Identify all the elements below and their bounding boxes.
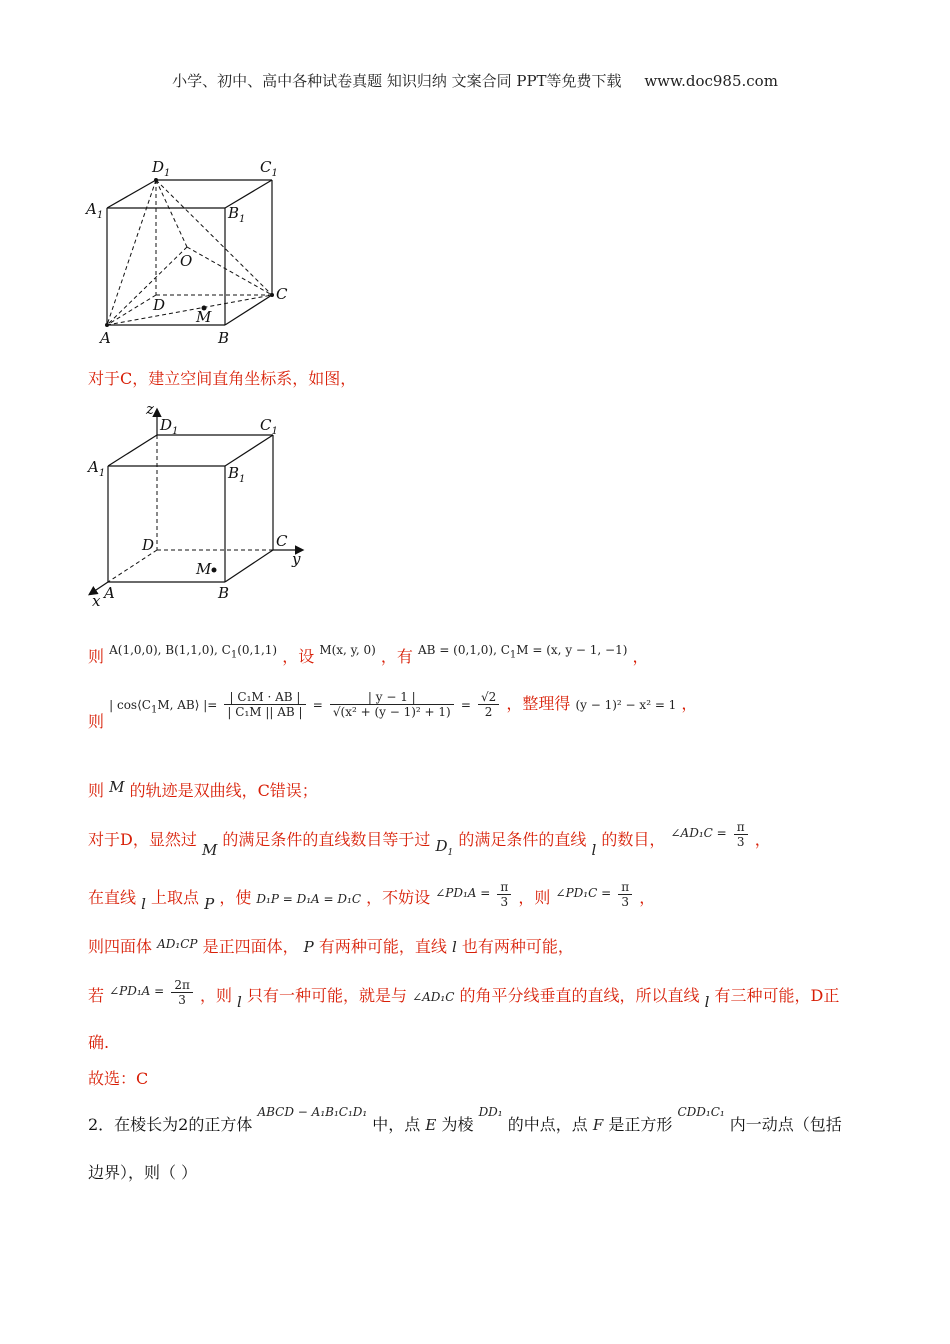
line-hyperbola: 则 M 的轨迹是双曲线，C错误； (88, 778, 318, 800)
label-y: y (292, 550, 301, 568)
edge-CB (225, 550, 273, 582)
label-A1: $A_1$ (86, 200, 104, 221)
label-M: M (196, 308, 212, 326)
edge-A1D1 (107, 180, 156, 208)
line-correct: 确. (88, 1033, 110, 1052)
line-cosine: 则 | $\cos⟨C_1M$, AB⟩ |= $\frac{\text{| C₁M · AB |}}{\text{| C₁M || AB |}}$ = $\frac{| y - 1 |}{\text{√(x² + (y − 1)² + 1)}}$ = $\frac{√2}{2}$ ，整理得 (y − 1)² − x² = 1 ， (88, 690, 698, 731)
point-D1 (154, 178, 158, 182)
label-z: z (146, 400, 154, 418)
line-coordinates: 则 $^{A(1,0,0), B(1,1,0), C_1(0,1,1)}$ ，设 $^{M(x, y, 0)}$ ，有 $^{AB = (0,1,0), C_1M = (x, y - 1, -1)}$ ， (88, 643, 649, 666)
label-B: B (218, 329, 230, 347)
label-O: O (180, 252, 193, 270)
edge-D1C (156, 180, 272, 295)
edge-OA (107, 247, 187, 325)
point-A (105, 323, 109, 327)
edge-D1O (156, 180, 187, 247)
edge-A1D1 (108, 435, 157, 466)
label-D1: $D_1$ (152, 158, 171, 179)
header-url: www.doc985.com (644, 72, 778, 90)
label-C1: $C_1$ (260, 158, 278, 179)
label-D: D (142, 536, 155, 554)
line-third-case: 若 $^{\angle PD_1A =}$ $\frac{2\pi}{3}$ ，则 l 只有一种可能，就是与 ∠AD₁C 的角平分线垂直的直线，所以直线 l 有三种可能，D正 (88, 978, 840, 1011)
edge-D1A (107, 180, 156, 325)
line-option-d: 对于D，显然过 M 的满足条件的直线数目等于过 $D_1$ 的满足条件的直线 l 的数目， $^{\angle AD_1C =}$ $\frac{\pi}{3}$ ， (88, 820, 771, 859)
cos-expr: | $\cos⟨C_1M$, AB⟩ |= (109, 698, 218, 716)
label-M: M (196, 560, 212, 578)
label-C: C (276, 532, 288, 550)
line-point-p: 在直线 l 上取点 P ，使 D₁P = D₁A = D₁C ，不妨设 $^{\angle PD_1A =}$ $\frac{\pi}{3}$ ，则 $^{\angle PD_1C =}$ $\frac{\pi}{3}$ ， (88, 880, 656, 913)
label-D: D (153, 296, 166, 314)
figure-cube-pyramid (80, 150, 310, 350)
page-header (0, 70, 950, 91)
line-answer: 故选：C (88, 1069, 149, 1088)
line-tetrahedron: 则四面体 $^{AD_1CP}$ 是正四面体， P 有两种可能，直线 l 也有两种可能， (88, 937, 574, 956)
vector-expr: AB = (0,1,0), C1M = (x, y − 1, −1) (418, 643, 628, 661)
edge-C1B1 (225, 435, 273, 466)
point-M (212, 568, 217, 573)
label-x: x (92, 592, 101, 610)
question-2-cont: 边界），则（ ） (88, 1163, 198, 1182)
coords-expr: A(1,0,0), B(1,1,0), C1(0,1,1) (109, 643, 278, 661)
label-D1: $D_1$ (160, 416, 179, 437)
label-A: A (104, 584, 115, 602)
line-setup: 对于C，建立空间直角坐标系，如图， (88, 369, 357, 388)
label-C1: $C_1$ (260, 416, 278, 437)
question-2: 2．在棱长为2的正方体 $^{ABCD - A_1B_1C_1D_1}$ 中，点 E 为棱 $^{DD_1}$ 的中点，点 F 是正方形 $^{CDD_1C_1}$ 内一动点（包括 (88, 1105, 842, 1134)
label-B1: $B_1$ (228, 204, 246, 225)
label-A1: $A_1$ (88, 458, 106, 479)
figure-cube-coordinates (80, 400, 320, 610)
label-B1: $B_1$ (228, 464, 246, 485)
header-text: 小学、初中、高中各种试卷真题 知识归纳 文案合同 PPT等免费下载 (172, 72, 622, 90)
label-B: B (218, 584, 230, 602)
label-C: C (276, 285, 288, 303)
label-A: A (100, 329, 111, 347)
point-C (270, 293, 274, 297)
edge-DA (108, 550, 157, 582)
edge-OC (187, 247, 272, 295)
